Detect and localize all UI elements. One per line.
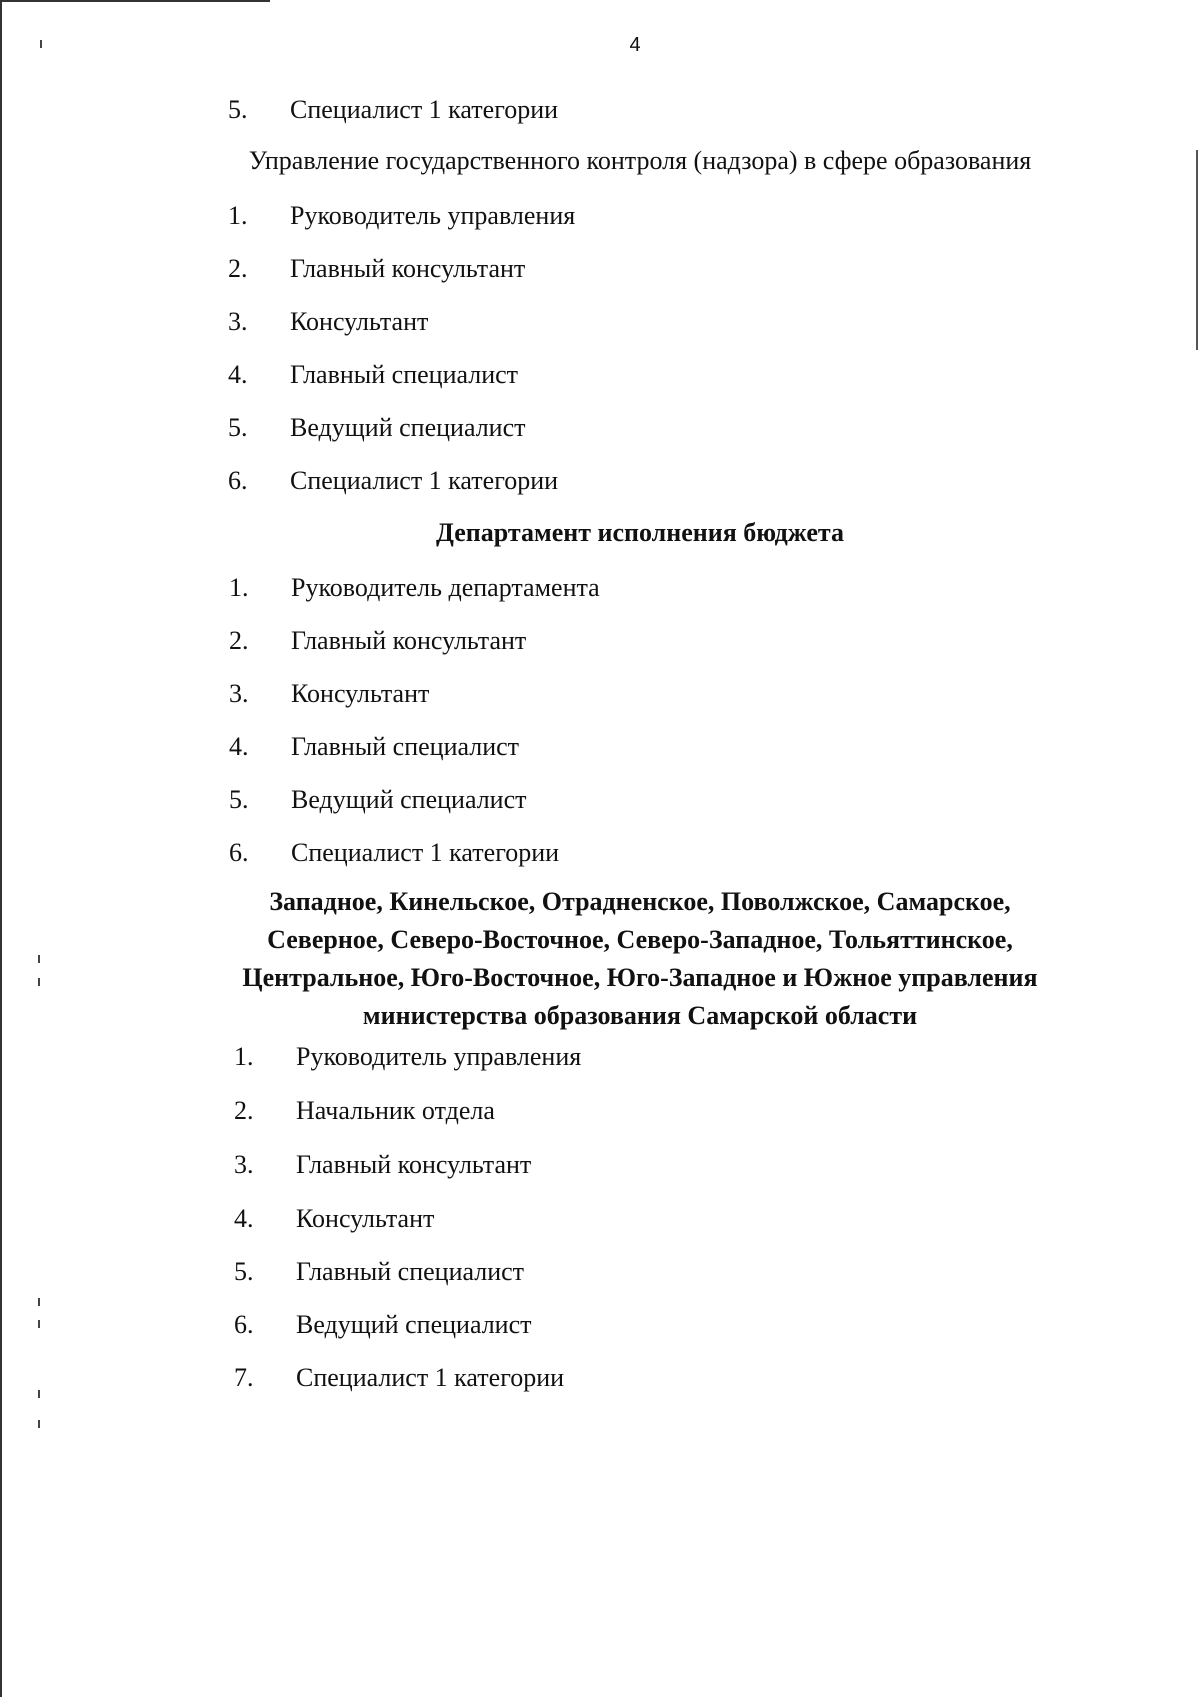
- item-number: 1.: [234, 1042, 254, 1071]
- scan-speck: [38, 1320, 40, 1328]
- section-title-line: Северное, Северо-Восточное, Северо-Западное, Тольяттинское,: [267, 925, 1013, 954]
- item-number: 4.: [229, 732, 249, 761]
- item-number: 4.: [228, 360, 248, 389]
- item-text: Главный консультант: [290, 254, 526, 283]
- item-text: Главный консультант: [296, 1150, 532, 1179]
- item-text: Специалист 1 категории: [290, 95, 559, 124]
- item-text: Ведущий специалист: [290, 413, 526, 442]
- item-text: Главный специалист: [290, 360, 519, 389]
- section-title: Управление государственного контроля (надзора) в сфере образования: [248, 146, 1032, 175]
- item-text: Специалист 1 категории: [291, 838, 560, 867]
- section-title-line: Центральное, Юго-Восточное, Юго-Западное и Южное управления: [242, 963, 1038, 992]
- scan-speck: [38, 1298, 40, 1306]
- item-text: Руководитель управления: [296, 1042, 582, 1071]
- item-text: Консультант: [296, 1204, 435, 1233]
- item-text: Начальник отдела: [296, 1096, 495, 1125]
- item-text: Главный специалист: [296, 1257, 525, 1286]
- item-text: Специалист 1 категории: [296, 1363, 565, 1392]
- section-title: [200, 883, 1080, 1035]
- scan-speck: [38, 1390, 40, 1398]
- item-text: Консультант: [290, 307, 429, 336]
- item-number: 6.: [228, 466, 248, 495]
- item-number: 7.: [234, 1363, 254, 1392]
- item-number: 5.: [234, 1257, 254, 1286]
- item-number: 2.: [228, 254, 248, 283]
- item-number: 2.: [234, 1096, 254, 1125]
- item-text: Руководитель департамента: [291, 573, 600, 602]
- item-text: Главный специалист: [291, 732, 520, 761]
- page-number: 4: [629, 34, 641, 56]
- scan-speck: [40, 40, 42, 48]
- item-number: 4.: [234, 1204, 254, 1233]
- scan-speck: [38, 955, 40, 963]
- scan-edge-left: [0, 0, 2, 1697]
- item-number: 3.: [234, 1150, 254, 1179]
- section-title: Департамент исполнения бюджета: [436, 518, 844, 547]
- section-title-line: Западное, Кинельское, Отрадненское, Поволжское, Самарское,: [269, 887, 1011, 916]
- item-number: 6.: [229, 838, 249, 867]
- item-text: Руководитель управления: [290, 201, 576, 230]
- item-number: 5.: [228, 413, 248, 442]
- section-title-line: министерства образования Самарской области: [362, 1001, 918, 1030]
- item-number: 3.: [229, 679, 249, 708]
- item-text: Главный консультант: [291, 626, 527, 655]
- item-text: Консультант: [291, 679, 430, 708]
- scan-speck: [38, 978, 40, 986]
- item-number: 2.: [229, 626, 249, 655]
- item-text: Специалист 1 категории: [290, 466, 559, 495]
- item-text: Ведущий специалист: [296, 1310, 532, 1339]
- item-number: 5.: [229, 785, 249, 814]
- item-number: 1.: [229, 573, 249, 602]
- item-number: 3.: [228, 307, 248, 336]
- item-number: 1.: [228, 201, 248, 230]
- scan-edge-right: [1196, 150, 1198, 350]
- item-number: 6.: [234, 1310, 254, 1339]
- scan-edge-top: [0, 0, 270, 2]
- item-number: 5.: [228, 95, 248, 124]
- scan-speck: [38, 1420, 40, 1428]
- item-text: Ведущий специалист: [291, 785, 527, 814]
